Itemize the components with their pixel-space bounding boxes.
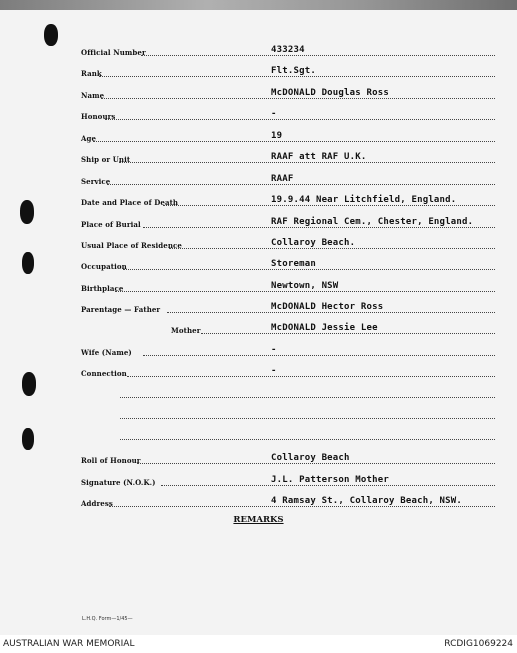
field-value: 4 Ramsay St., Collaroy Beach, NSW. — [271, 496, 463, 506]
dotted-line — [123, 269, 495, 270]
field-label: Occupation — [81, 262, 127, 271]
field-row — [81, 491, 495, 509]
field-value: RAF Regional Cem., Chester, England. — [271, 217, 474, 227]
field-label: Age — [81, 134, 97, 143]
field-row — [81, 276, 495, 294]
field-value: 433234 — [271, 45, 305, 55]
field-value: Storeman — [271, 259, 316, 269]
field-row — [81, 169, 495, 187]
dotted-line — [127, 376, 495, 377]
field-row — [81, 190, 495, 208]
dotted-line — [101, 98, 495, 99]
field-value: - — [271, 366, 277, 376]
field-row — [81, 212, 495, 230]
field-row — [81, 147, 495, 165]
field-value: - — [271, 109, 277, 119]
punch-hole — [20, 200, 34, 224]
field-value: Collaroy Beach — [271, 453, 350, 463]
dotted-line — [163, 205, 495, 206]
field-row — [81, 254, 495, 272]
field-label: Usual Place of Residence — [81, 241, 182, 250]
dotted-line — [105, 119, 495, 120]
field-label: Service — [81, 177, 111, 186]
field-row — [81, 40, 495, 58]
connection-line — [120, 418, 495, 419]
field-row — [81, 83, 495, 101]
punch-hole — [22, 428, 34, 450]
dotted-line — [99, 76, 495, 77]
field-label: Address — [81, 499, 113, 508]
remarks-heading: REMARKS — [233, 515, 284, 525]
archive-footer — [0, 635, 517, 653]
field-label: Name — [81, 91, 105, 100]
field-row — [81, 104, 495, 122]
document-id: RCDIG1069224 — [444, 639, 513, 649]
field-value: Flt.Sgt. — [271, 66, 316, 76]
field-value: - — [271, 345, 277, 355]
field-value: McDONALD Hector Ross — [271, 302, 384, 312]
field-label: Rank — [81, 69, 102, 78]
field-value: 19 — [271, 131, 283, 141]
dotted-line — [137, 463, 495, 464]
field-label: Official Number — [81, 48, 146, 57]
field-label: Signature (N.O.K.) — [81, 478, 156, 487]
dotted-line — [119, 162, 495, 163]
scan-edge — [0, 0, 517, 10]
field-label: Parentage — Father — [81, 305, 161, 314]
archive-name: AUSTRALIAN WAR MEMORIAL — [3, 639, 135, 649]
field-row — [81, 126, 495, 144]
dotted-line — [161, 485, 495, 486]
field-row — [81, 448, 495, 466]
field-value: RAAF — [271, 174, 294, 184]
dotted-line — [143, 227, 495, 228]
field-row — [81, 470, 495, 488]
field-value: J.L. Patterson Mother — [271, 475, 389, 485]
dotted-line — [115, 291, 495, 292]
field-label: Mother — [171, 326, 201, 335]
punch-hole — [22, 252, 34, 274]
dotted-line — [109, 506, 495, 507]
dotted-line — [93, 141, 495, 142]
field-value: McDONALD Jessie Lee — [271, 323, 378, 333]
dotted-line — [201, 333, 495, 334]
field-label: Ship or Unit — [81, 155, 131, 164]
field-label: Wife (Name) — [81, 348, 132, 357]
field-row — [81, 361, 495, 379]
field-label: Place of Burial — [81, 220, 141, 229]
field-label: Roll of Honour — [81, 456, 141, 465]
field-label: Birthplace — [81, 284, 124, 293]
field-row — [81, 233, 495, 251]
field-value: RAAF att RAF U.K. — [271, 152, 367, 162]
dotted-line — [143, 355, 495, 356]
field-row — [81, 340, 495, 358]
connection-line — [120, 439, 495, 440]
punch-hole — [44, 24, 58, 46]
field-row — [81, 61, 495, 79]
dotted-line — [107, 184, 495, 185]
dotted-line — [141, 55, 495, 56]
field-label: Connection — [81, 369, 127, 378]
dotted-line — [169, 248, 495, 249]
field-value: Collaroy Beach. — [271, 238, 356, 248]
field-value: 19.9.44 Near Litchfield, England. — [271, 195, 457, 205]
form-reference: L.H.Q. Form—1/45— — [82, 616, 133, 622]
field-row — [81, 318, 495, 336]
field-label: Date and Place of Death — [81, 198, 179, 207]
dotted-line — [167, 312, 495, 313]
field-value: McDONALD Douglas Ross — [271, 88, 389, 98]
field-row — [81, 297, 495, 315]
field-value: Newtown, NSW — [271, 281, 339, 291]
connection-line — [120, 397, 495, 398]
punch-hole — [22, 372, 36, 396]
field-label: Honours — [81, 112, 116, 121]
